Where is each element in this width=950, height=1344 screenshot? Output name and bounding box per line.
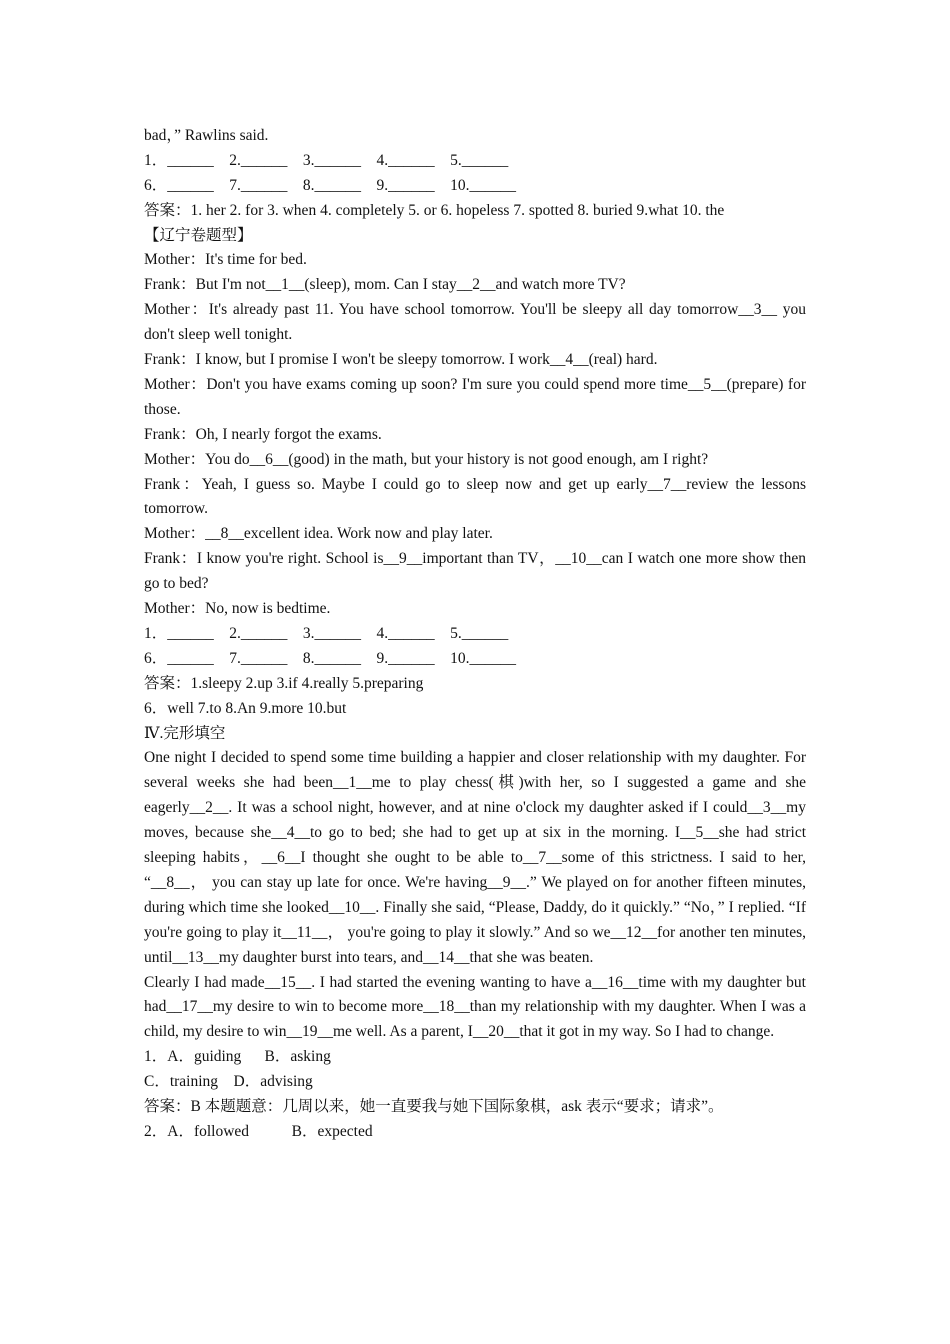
text-line: Frank：Oh, I nearly forgot the exams. bbox=[144, 425, 382, 443]
text-line: Clearly I had made__15__. I had started the evening wanting to have a__16__time with my daughter but had__17__my desire to win to become more__18__than my relationship with my daughter. When I was a child, my desire to win__19__me well. As a parent, I__20__that it got in my way. So I had to change. bbox=[144, 973, 806, 1041]
text-line: bad，” Rawlins said. bbox=[144, 127, 269, 144]
text-line: Frank：I know, but I promise I won't be sleepy tomorrow. I work__4__(real) hard. bbox=[144, 351, 658, 369]
text-line: Mother：No, now is bedtime. bbox=[144, 600, 331, 618]
document-page bbox=[144, 124, 806, 1145]
text-line: 6．______ 7.______ 8.______ 9.______ 10.______ bbox=[144, 649, 517, 667]
text-line: Mother：Don't you have exams coming up soon? I'm sure you could spend more time__5__(prepare) for those. bbox=[144, 375, 806, 418]
text-line: 答案：B 本题题意：几周以来，她一直要我与她下国际象棋，ask 表示“要求；请求”。 bbox=[144, 1098, 724, 1116]
text-line: Frank：But I'm not__1__(sleep), mom. Can I stay__2__and watch more TV? bbox=[144, 276, 626, 294]
text-line: 答案：1.sleepy 2.up 3.if 4.really 5.preparing bbox=[144, 674, 424, 692]
text-line: 【辽宁卷题型】 bbox=[144, 226, 253, 244]
text-line: C．training D．advising bbox=[144, 1073, 313, 1091]
text-line: 1．______ 2.______ 3.______ 4.______ 5.______ bbox=[144, 624, 509, 642]
text-line: Mother：You do__6__(good) in the math, but your history is not good enough, am I right? bbox=[144, 450, 709, 468]
text-line: Mother：It's already past 11. You have school tomorrow. You'll be sleepy all day tomorrow__3__ you don't sleep well tonight. bbox=[144, 301, 806, 344]
text-line: 答案：1. her 2. for 3. when 4. completely 5. or 6. hopeless 7. spotted 8. buried 9.what 10. the bbox=[144, 201, 725, 219]
text-line: 2．A．followed B．expected bbox=[144, 1122, 373, 1140]
text-line: Mother：__8__excellent idea. Work now and play later. bbox=[144, 525, 493, 543]
text-line: One night I decided to spend some time building a happier and closer relationship with my daughter. For several weeks she had been__1__me to play chess(棋)with her, so I suggested a game and she eagerly__2__. It was a school night, however, and at nine o'clock my daughter asked if I could__3__my moves, because she__4__to go to bed; she had to get up at six in the morning. I__5__she had strict sleeping habits，__6__I thought she ought to be able to__7__some of this strictness. I said to her, “__8__， you can stay up late for once. We're having__9__.” We played on for another fifteen minutes, during which time she looked__10__. Finally she said, “Please, Daddy, do it quickly.” “No，” I replied. “If you're going to play it__11__， you're going to play it slowly.” And so we__12__for another ten minutes, until__13__my daughter burst into tears, and__14__that she was beaten. bbox=[144, 749, 806, 966]
text-line: 1．A．guiding B．asking bbox=[144, 1048, 331, 1066]
text-line: Mother：It's time for bed. bbox=[144, 251, 307, 269]
text-line: 1．______ 2.______ 3.______ 4.______ 5.______ bbox=[144, 151, 509, 169]
text-line: 6．well 7.to 8.An 9.more 10.but bbox=[144, 699, 347, 717]
text-line: Frank：Yeah, I guess so. Maybe I could go to sleep now and get up early__7__review the lessons tomorrow. bbox=[144, 475, 806, 518]
text-line: Frank：I know you're right. School is__9__important than TV，__10__can I watch one more show then go to bed? bbox=[144, 550, 806, 593]
text-line: 6．______ 7.______ 8.______ 9.______ 10.______ bbox=[144, 176, 517, 194]
text-line: Ⅳ.完形填空 bbox=[144, 724, 226, 742]
